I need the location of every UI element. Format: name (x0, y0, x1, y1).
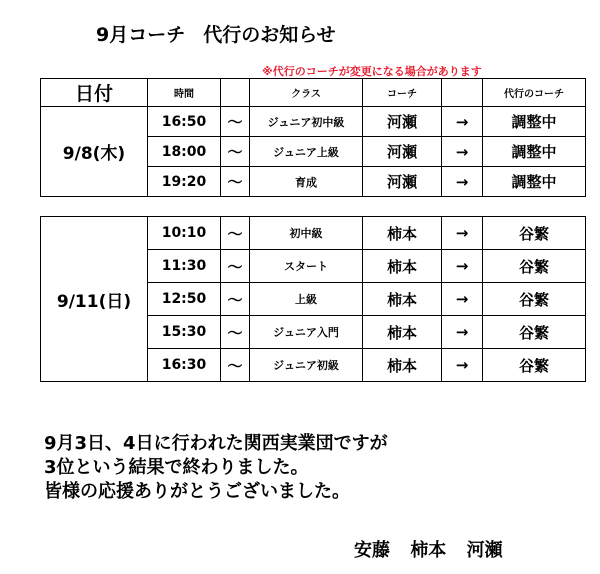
date-cell: 9/11(日) (41, 217, 148, 382)
coach-cell: 柿本 (363, 316, 442, 349)
header-date: 日付 (41, 79, 148, 107)
header-time: 時間 (148, 79, 221, 107)
class-cell: 上級 (250, 283, 363, 316)
coach-cell: 柿本 (363, 250, 442, 283)
coach-cell: 柿本 (363, 217, 442, 250)
table-row (41, 217, 586, 250)
schedule-table-2 (40, 216, 586, 382)
signer-name: 河瀬 (466, 540, 503, 561)
time-cell: 11:30 (148, 250, 221, 283)
date-cell: 9/8(木) (41, 107, 148, 197)
header-coach: コーチ (363, 79, 442, 107)
tilde-cell: 〜 (221, 349, 250, 382)
class-cell: 初中級 (250, 217, 363, 250)
class-cell: ジュニア上級 (250, 137, 363, 167)
class-cell: スタート (250, 250, 363, 283)
header-row (41, 79, 586, 107)
arrow-cell: → (442, 107, 483, 137)
tilde-cell: 〜 (221, 107, 250, 137)
substitute-cell: 調整中 (483, 107, 586, 137)
class-cell: 育成 (250, 167, 363, 197)
arrow-cell: → (442, 137, 483, 167)
substitute-cell: 谷繁 (483, 217, 586, 250)
coach-cell: 河瀬 (363, 137, 442, 167)
header-arrow (442, 79, 483, 107)
arrow-cell: → (442, 250, 483, 283)
coach-cell: 柿本 (363, 283, 442, 316)
class-cell: ジュニア初中級 (250, 107, 363, 137)
page-title (96, 20, 336, 47)
tilde-cell: 〜 (221, 316, 250, 349)
header-tilde (221, 79, 250, 107)
time-cell: 19:20 (148, 167, 221, 197)
schedule-table-1 (40, 78, 586, 197)
signer-name: 安藤 (354, 540, 390, 561)
coach-cell: 柿本 (363, 349, 442, 382)
time-cell: 16:50 (148, 107, 221, 137)
coach-cell: 河瀬 (363, 107, 442, 137)
substitute-cell: 調整中 (483, 137, 586, 167)
signers (354, 536, 517, 562)
message-line: 皆様の応援ありがとうございました。 (44, 481, 350, 502)
header-class: クラス (250, 79, 363, 107)
header-substitute: 代行のコーチ (483, 79, 586, 107)
tilde-cell: 〜 (221, 250, 250, 283)
time-cell: 16:30 (148, 349, 221, 382)
arrow-cell: → (442, 283, 483, 316)
message-line: 3位という結果で終わりました。 (44, 457, 309, 478)
arrow-cell: → (442, 217, 483, 250)
arrow-cell: → (442, 316, 483, 349)
arrow-cell: → (442, 167, 483, 197)
title-month: 9月コーチ (96, 24, 186, 46)
tilde-cell: 〜 (221, 283, 250, 316)
table-row (41, 107, 586, 137)
message-line: 9月3日、4日に行われた関西実業団ですが (44, 433, 388, 454)
result-message (44, 432, 388, 504)
time-cell: 18:00 (148, 137, 221, 167)
time-cell: 15:30 (148, 316, 221, 349)
class-cell: ジュニア入門 (250, 316, 363, 349)
change-notice: ※代行のコーチが変更になる場合があります (262, 65, 482, 78)
substitute-cell: 調整中 (483, 167, 586, 197)
substitute-cell: 谷繁 (483, 316, 586, 349)
signer-name: 柿本 (410, 540, 447, 561)
time-cell: 12:50 (148, 283, 221, 316)
class-cell: ジュニア初級 (250, 349, 363, 382)
substitute-cell: 谷繁 (483, 250, 586, 283)
arrow-cell: → (442, 349, 483, 382)
tilde-cell: 〜 (221, 137, 250, 167)
tilde-cell: 〜 (221, 167, 250, 197)
tilde-cell: 〜 (221, 217, 250, 250)
substitute-cell: 谷繁 (483, 283, 586, 316)
coach-cell: 河瀬 (363, 167, 442, 197)
substitute-cell: 谷繁 (483, 349, 586, 382)
title-notice: 代行のお知らせ (203, 24, 336, 46)
time-cell: 10:10 (148, 217, 221, 250)
